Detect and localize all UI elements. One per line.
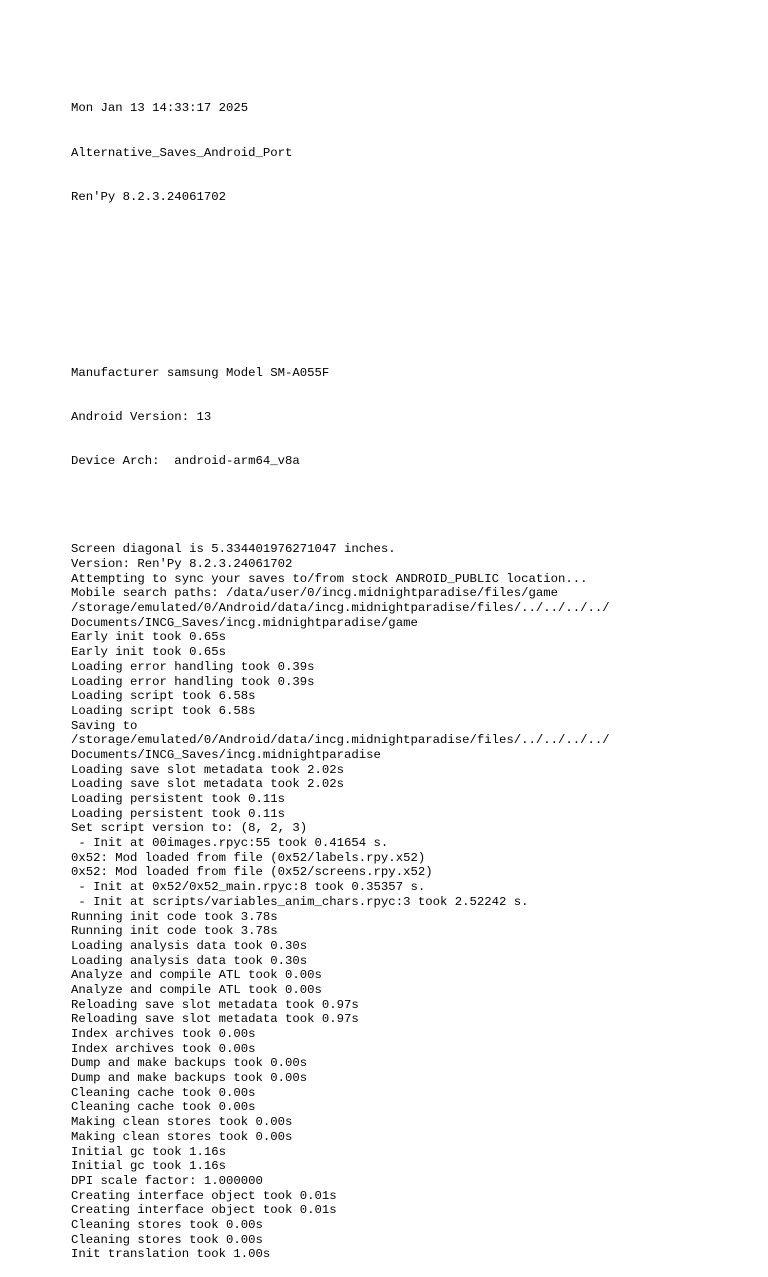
- log-line: Cleaning cache took 0.00s: [71, 1100, 256, 1115]
- blank-line: [71, 322, 610, 337]
- log-line: Loading script took 6.58s: [71, 703, 256, 718]
- log-line: Screen diagonal is 5.334401976271047 inches.: [71, 542, 396, 557]
- blank-line: [71, 278, 610, 293]
- log-line: Early init took 0.65s: [71, 630, 226, 645]
- log-line: Running init code took 3.78s: [71, 909, 278, 924]
- log-line: /storage/emulated/0/Android/data/incg.midnightparadise/files/../../../../: [71, 601, 610, 616]
- log-line: Initial gc took 1.16s: [71, 1159, 226, 1174]
- device-arch-line: Device Arch: android-arm64_v8a: [71, 454, 300, 469]
- log-line: /storage/emulated/0/Android/data/incg.midnightparadise/files/../../../../: [71, 733, 610, 748]
- log-line: Cleaning stores took 0.00s: [71, 1232, 263, 1247]
- log-line: Analyze and compile ATL took 0.00s: [71, 968, 322, 983]
- log-document: [71, 72, 610, 1277]
- log-line: Init translation took 1.00s: [71, 1247, 271, 1262]
- log-line: - Init at 0x52/0x52_main.rpyc:8 took 0.35357 s.: [71, 880, 426, 895]
- log-line: Mobile search paths: /data/user/0/incg.midnightparadise/files/game: [71, 586, 559, 601]
- log-line: Making clean stores took 0.00s: [71, 1129, 293, 1144]
- blank-line: [71, 498, 610, 513]
- engine-version-line: Ren'Py 8.2.3.24061702: [71, 189, 226, 204]
- log-line: Loading analysis data took 0.30s: [71, 953, 308, 968]
- log-line: Loading analysis data took 0.30s: [71, 938, 308, 953]
- log-line: Dump and make backups took 0.00s: [71, 1056, 308, 1071]
- log-line: Analyze and compile ATL took 0.00s: [71, 982, 322, 997]
- log-line: Reloading save slot metadata took 0.97s: [71, 1012, 359, 1027]
- log-line: Version: Ren'Py 8.2.3.24061702: [71, 557, 293, 572]
- log-line: Loading script took 6.58s: [71, 689, 256, 704]
- log-line: Loading save slot metadata took 2.02s: [71, 777, 345, 792]
- log-line: Loading persistent took 0.11s: [71, 792, 286, 807]
- log-line: Early init took 0.65s: [71, 645, 226, 660]
- log-line: Loading error handling took 0.39s: [71, 659, 315, 674]
- log-line: DPI scale factor: 1.000000: [71, 1173, 263, 1188]
- log-line: Attempting to sync your saves to/from stock ANDROID_PUBLIC location...: [71, 571, 588, 586]
- log-line: Loading save slot metadata took 2.02s: [71, 762, 345, 777]
- log-line: 0x52: Mod loaded from file (0x52/labels.rpy.x52): [71, 850, 426, 865]
- blank-line: [71, 234, 610, 249]
- log-line: Creating interface object took 0.01s: [71, 1188, 337, 1203]
- log-line: Initial gc took 1.16s: [71, 1144, 226, 1159]
- android-version-line: Android Version: 13: [71, 410, 212, 425]
- log-line: Cleaning cache took 0.00s: [71, 1085, 256, 1100]
- log-line: Dump and make backups took 0.00s: [71, 1071, 308, 1086]
- log-line: Set script version to: (8, 2, 3): [71, 821, 308, 836]
- log-line: Making clean stores took 0.00s: [71, 1115, 293, 1130]
- log-line: Documents/INCG_Saves/incg.midnightparadise/game: [71, 615, 418, 630]
- log-line: Index archives took 0.00s: [71, 1041, 256, 1056]
- log-line: Index archives took 0.00s: [71, 1027, 256, 1042]
- log-line: Running init code took 3.78s: [71, 924, 278, 939]
- log-line: Loading persistent took 0.11s: [71, 806, 286, 821]
- log-line: Reloading save slot metadata took 0.97s: [71, 997, 359, 1012]
- log-line: Saving to: [71, 718, 138, 733]
- log-lines: [71, 542, 610, 1262]
- log-line: - Init at scripts/variables_anim_chars.rpyc:3 took 2.52242 s.: [71, 894, 529, 909]
- timestamp-line: Mon Jan 13 14:33:17 2025: [71, 101, 249, 116]
- log-line: Documents/INCG_Saves/incg.midnightparadise: [71, 747, 381, 762]
- project-name-line: Alternative_Saves_Android_Port: [71, 145, 293, 160]
- log-line: - Init at 00images.rpyc:55 took 0.41654 s.: [71, 836, 389, 851]
- log-line: Creating interface object took 0.01s: [71, 1203, 337, 1218]
- log-line: Loading error handling took 0.39s: [71, 674, 315, 689]
- log-line: 0x52: Mod loaded from file (0x52/screens.rpy.x52): [71, 865, 433, 880]
- device-model-line: Manufacturer samsung Model SM-A055F: [71, 365, 330, 380]
- log-line: Cleaning stores took 0.00s: [71, 1217, 263, 1232]
